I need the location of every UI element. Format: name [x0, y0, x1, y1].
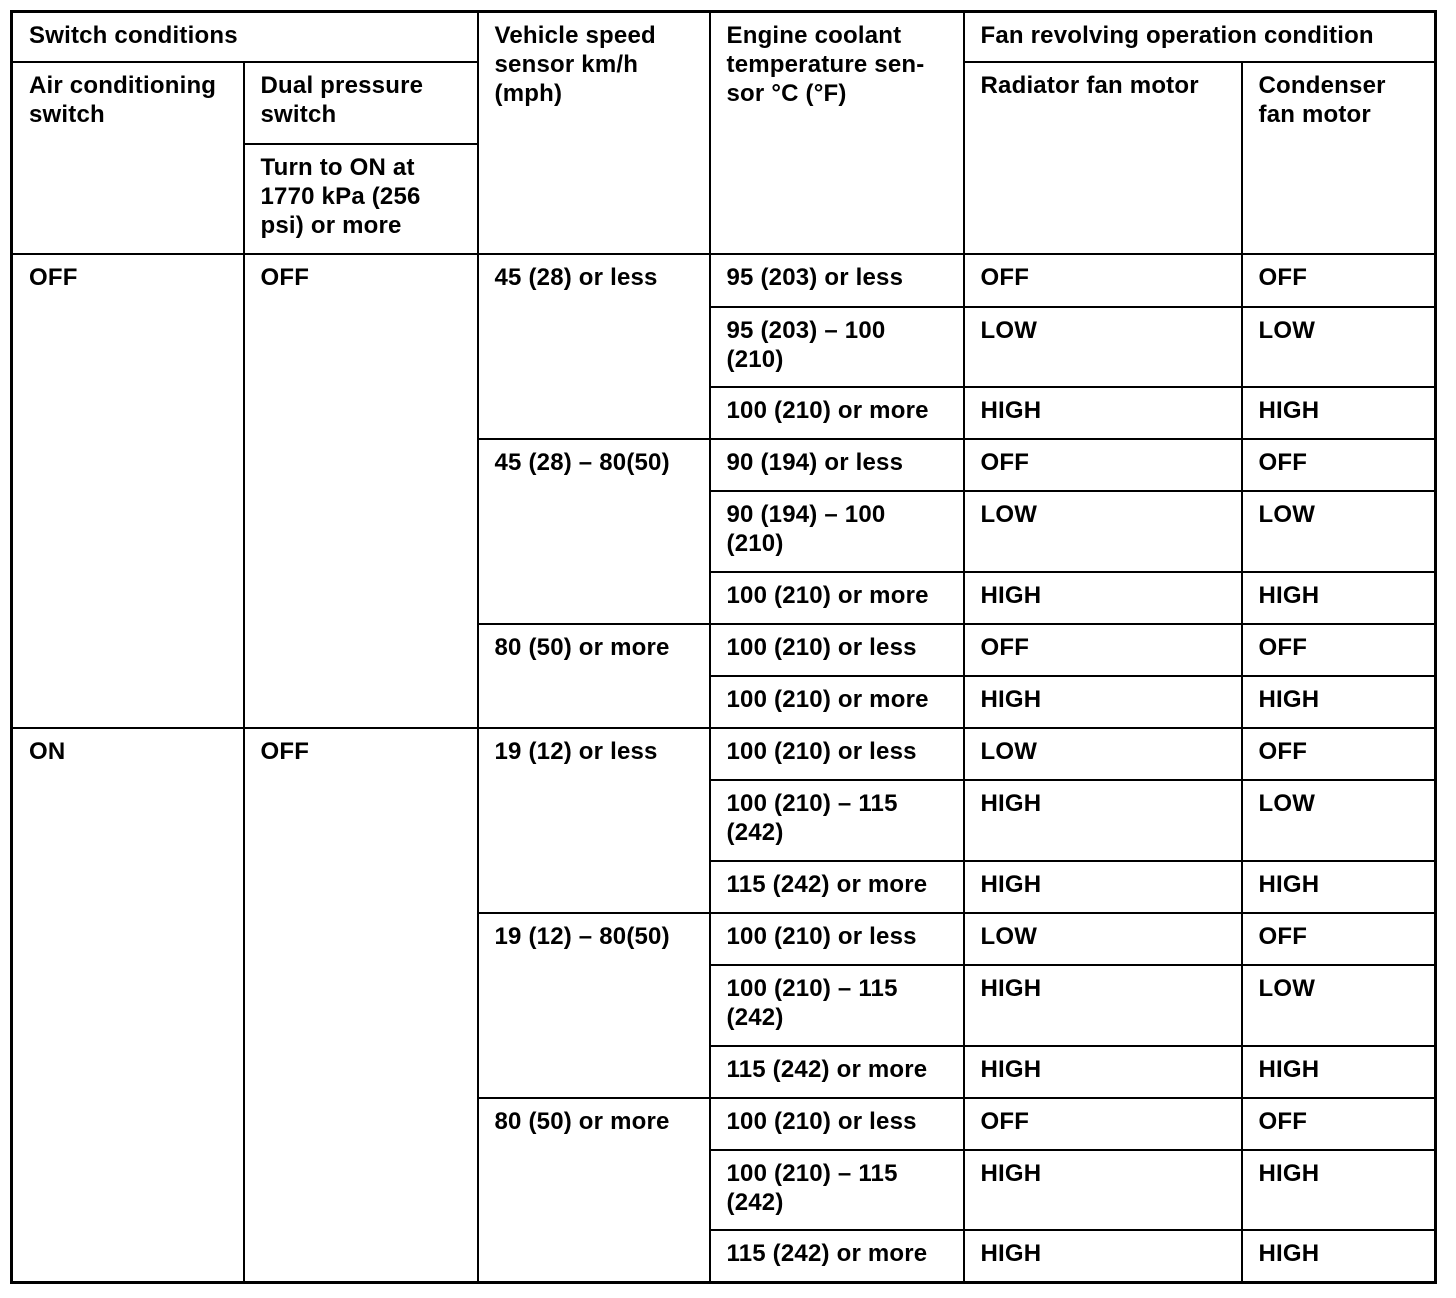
- temp-cell: 115 (242) or more: [710, 1230, 964, 1282]
- condenser-cell: HIGH: [1242, 387, 1436, 439]
- temp-cell: 100 (210) or less: [710, 728, 964, 780]
- condenser-cell: LOW: [1242, 965, 1436, 1045]
- temp-cell: 95 (203) – 100 (210): [710, 307, 964, 387]
- condenser-cell: HIGH: [1242, 1230, 1436, 1282]
- radiator-cell: HIGH: [964, 965, 1242, 1045]
- radiator-cell: HIGH: [964, 1150, 1242, 1230]
- table-row: [12, 728, 1436, 780]
- radiator-cell: OFF: [964, 624, 1242, 676]
- temp-cell: 100 (210) – 115 (242): [710, 1150, 964, 1230]
- condenser-cell: HIGH: [1242, 676, 1436, 728]
- radiator-cell: OFF: [964, 439, 1242, 491]
- radiator-cell: HIGH: [964, 676, 1242, 728]
- header-condenser-fan: Condenser fan motor: [1242, 62, 1436, 255]
- speed-cell: 19 (12) or less: [478, 728, 710, 913]
- temp-cell: 100 (210) or less: [710, 913, 964, 965]
- temp-cell: 100 (210) or more: [710, 387, 964, 439]
- radiator-cell: OFF: [964, 254, 1242, 306]
- header-radiator-fan: Radiator fan motor: [964, 62, 1242, 255]
- temp-cell: 100 (210) or more: [710, 676, 964, 728]
- condenser-cell: OFF: [1242, 254, 1436, 306]
- temp-cell: 115 (242) or more: [710, 1046, 964, 1098]
- radiator-cell: LOW: [964, 913, 1242, 965]
- dual-pressure-cell: OFF: [244, 728, 478, 1282]
- speed-cell: 45 (28) – 80(50): [478, 439, 710, 624]
- header-ac-switch: Air conditioning switch: [12, 62, 244, 255]
- condenser-cell: LOW: [1242, 491, 1436, 571]
- condenser-cell: LOW: [1242, 780, 1436, 860]
- header-dual-pressure-switch: Dual pressure switch: [244, 62, 478, 144]
- condenser-cell: OFF: [1242, 913, 1436, 965]
- condenser-cell: HIGH: [1242, 1046, 1436, 1098]
- header-fan-condition: Fan revolving operation condition: [964, 12, 1436, 62]
- speed-cell: 80 (50) or more: [478, 1098, 710, 1283]
- radiator-cell: HIGH: [964, 387, 1242, 439]
- condenser-cell: OFF: [1242, 624, 1436, 676]
- fan-operation-table-document: [10, 10, 1434, 1284]
- temp-cell: 90 (194) – 100 (210): [710, 491, 964, 571]
- radiator-cell: LOW: [964, 307, 1242, 387]
- fan-operation-table: [10, 10, 1437, 1284]
- condenser-cell: OFF: [1242, 439, 1436, 491]
- ac-switch-cell: OFF: [12, 254, 244, 728]
- temp-cell: 90 (194) or less: [710, 439, 964, 491]
- radiator-cell: LOW: [964, 491, 1242, 571]
- radiator-cell: OFF: [964, 1098, 1242, 1150]
- temp-cell: 115 (242) or more: [710, 861, 964, 913]
- temp-cell: 100 (210) or less: [710, 624, 964, 676]
- header-switch-conditions: Switch conditions: [12, 12, 478, 62]
- radiator-cell: HIGH: [964, 861, 1242, 913]
- radiator-cell: HIGH: [964, 1230, 1242, 1282]
- radiator-cell: LOW: [964, 728, 1242, 780]
- radiator-cell: HIGH: [964, 572, 1242, 624]
- temp-cell: 100 (210) or less: [710, 1098, 964, 1150]
- condenser-cell: OFF: [1242, 728, 1436, 780]
- temp-cell: 100 (210) – 115 (242): [710, 780, 964, 860]
- header-vehicle-speed: Vehicle speed sensor km/h (mph): [478, 12, 710, 255]
- temp-cell: 100 (210) – 115 (242): [710, 965, 964, 1045]
- table-row: [12, 254, 1436, 306]
- speed-cell: 45 (28) or less: [478, 254, 710, 439]
- speed-cell: 19 (12) – 80(50): [478, 913, 710, 1098]
- dual-pressure-cell: OFF: [244, 254, 478, 728]
- speed-cell: 80 (50) or more: [478, 624, 710, 728]
- radiator-cell: HIGH: [964, 1046, 1242, 1098]
- condenser-cell: HIGH: [1242, 861, 1436, 913]
- condenser-cell: HIGH: [1242, 1150, 1436, 1230]
- temp-cell: 100 (210) or more: [710, 572, 964, 624]
- radiator-cell: HIGH: [964, 780, 1242, 860]
- header-dual-pressure-note: Turn to ON at 1770 kPa (256 psi) or more: [244, 144, 478, 254]
- header-coolant-temp: Engine coolant temperature sen- sor °C (°F): [710, 12, 964, 255]
- condenser-cell: OFF: [1242, 1098, 1436, 1150]
- condenser-cell: HIGH: [1242, 572, 1436, 624]
- temp-cell: 95 (203) or less: [710, 254, 964, 306]
- condenser-cell: LOW: [1242, 307, 1436, 387]
- ac-switch-cell: ON: [12, 728, 244, 1282]
